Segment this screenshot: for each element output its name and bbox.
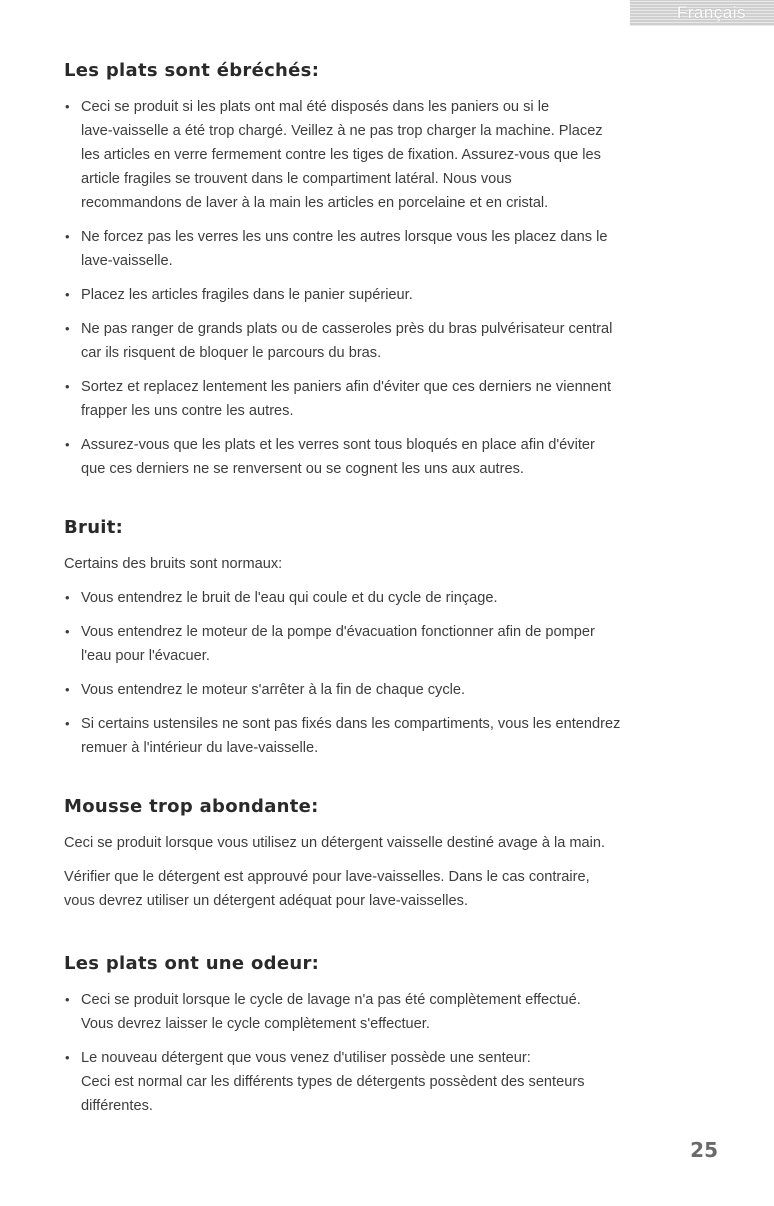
bullet-icon: • [65, 379, 70, 394]
text-line: différentes. [81, 1098, 153, 1114]
bullet-icon: • [65, 716, 70, 731]
bullet-icon: • [65, 1050, 70, 1065]
text-line: lave-vaisselle. [81, 253, 173, 269]
text-line: les articles en verre fermement contre les tiges de fixation. Assurez-vous que les [81, 147, 601, 163]
text-line: Vous entendrez le moteur s'arrêter à la fin de chaque cycle. [81, 682, 466, 698]
bullet-list [64, 988, 724, 1118]
bullet-list [64, 586, 724, 760]
page-content [64, 60, 724, 1128]
text-line: Ne pas ranger de grands plats ou de casseroles près du bras pulvérisateur central [81, 321, 613, 337]
text-line: Assurez-vous que les plats et les verres sont tous bloqués en place afin d'éviter [81, 437, 595, 453]
bullet-icon: • [65, 229, 70, 244]
bullet-list [64, 95, 724, 481]
intro-text: Certains des bruits sont normaux: [64, 556, 283, 572]
section-noise [64, 517, 724, 760]
bullet-icon: • [65, 99, 70, 114]
list-item [64, 433, 724, 481]
text-line: l'eau pour l'évacuer. [81, 648, 210, 664]
section-title: Les plats ont une odeur: [64, 953, 320, 974]
bullet-icon: • [65, 437, 70, 452]
list-item [64, 620, 724, 668]
text-line: Ceci se produit si les plats ont mal été disposés dans les paniers ou si le [81, 99, 550, 115]
paragraph [64, 831, 724, 855]
language-tab: Français [630, 0, 774, 26]
text-line: Ceci se produit lorsque vous utilisez un détergent vaisselle destiné avage à la main. [64, 835, 606, 851]
page-number: 25 [690, 1138, 718, 1162]
text-line: Ceci se produit lorsque le cycle de lavage n'a pas été complètement effectué. [81, 992, 581, 1008]
list-item [64, 1046, 724, 1118]
text-line: Si certains ustensiles ne sont pas fixés dans les compartiments, vous les entendrez [81, 716, 621, 732]
list-item [64, 678, 724, 702]
text-line: lave-vaisselle a été trop chargé. Veillez à ne pas trop charger la machine. Placez [81, 123, 603, 139]
section-odor [64, 953, 724, 1118]
list-item [64, 586, 724, 610]
bullet-icon: • [65, 590, 70, 605]
list-item [64, 95, 724, 215]
text-line: remuer à l'intérieur du lave-vaisselle. [81, 740, 319, 756]
text-line: Ceci est normal car les différents types de détergents possèdent des senteurs [81, 1074, 585, 1090]
paragraph [64, 865, 724, 913]
list-item [64, 712, 724, 760]
text-line: frapper les uns contre les autres. [81, 403, 294, 419]
section-title: Bruit: [64, 517, 124, 538]
section-title: Les plats sont ébréchés: [64, 60, 320, 81]
text-line: Ne forcez pas les verres les uns contre les autres lorsque vous les placez dans le [81, 229, 608, 245]
text-line: Sortez et replacez lentement les paniers afin d'éviter que ces derniers ne viennent [81, 379, 612, 395]
text-line: Vous entendrez le bruit de l'eau qui coule et du cycle de rinçage. [81, 590, 498, 606]
list-item [64, 225, 724, 273]
text-line: car ils risquent de bloquer le parcours du bras. [81, 345, 382, 361]
section-excess-foam [64, 796, 724, 913]
text-line: Vérifier que le détergent est approuvé pour lave-vaisselles. Dans le cas contraire, [64, 869, 590, 885]
bullet-icon: • [65, 287, 70, 302]
text-line: Le nouveau détergent que vous venez d'utiliser possède une senteur: [81, 1050, 531, 1066]
section-title: Mousse trop abondante: [64, 796, 319, 817]
text-line: article fragiles se trouvent dans le compartiment latéral. Nous vous [81, 171, 512, 187]
bullet-icon: • [65, 992, 70, 1007]
bullet-icon: • [65, 321, 70, 336]
text-line: Vous entendrez le moteur de la pompe d'évacuation fonctionner afin de pomper [81, 624, 595, 640]
bullet-icon: • [65, 624, 70, 639]
bullet-icon: • [65, 682, 70, 697]
text-line: recommandons de laver à la main les articles en porcelaine et en cristal. [81, 195, 549, 211]
text-line: vous devrez utiliser un détergent adéquat pour lave-vaisselles. [64, 893, 468, 909]
list-item [64, 375, 724, 423]
text-line: Vous devrez laisser le cycle complètement s'effectuer. [81, 1016, 430, 1032]
list-item [64, 988, 724, 1036]
list-item [64, 283, 724, 307]
text-line: que ces derniers ne se renversent ou se cognent les uns aux autres. [81, 461, 524, 477]
section-chipped-dishes [64, 60, 724, 481]
text-line: Placez les articles fragiles dans le panier supérieur. [81, 287, 413, 303]
list-item [64, 317, 724, 365]
